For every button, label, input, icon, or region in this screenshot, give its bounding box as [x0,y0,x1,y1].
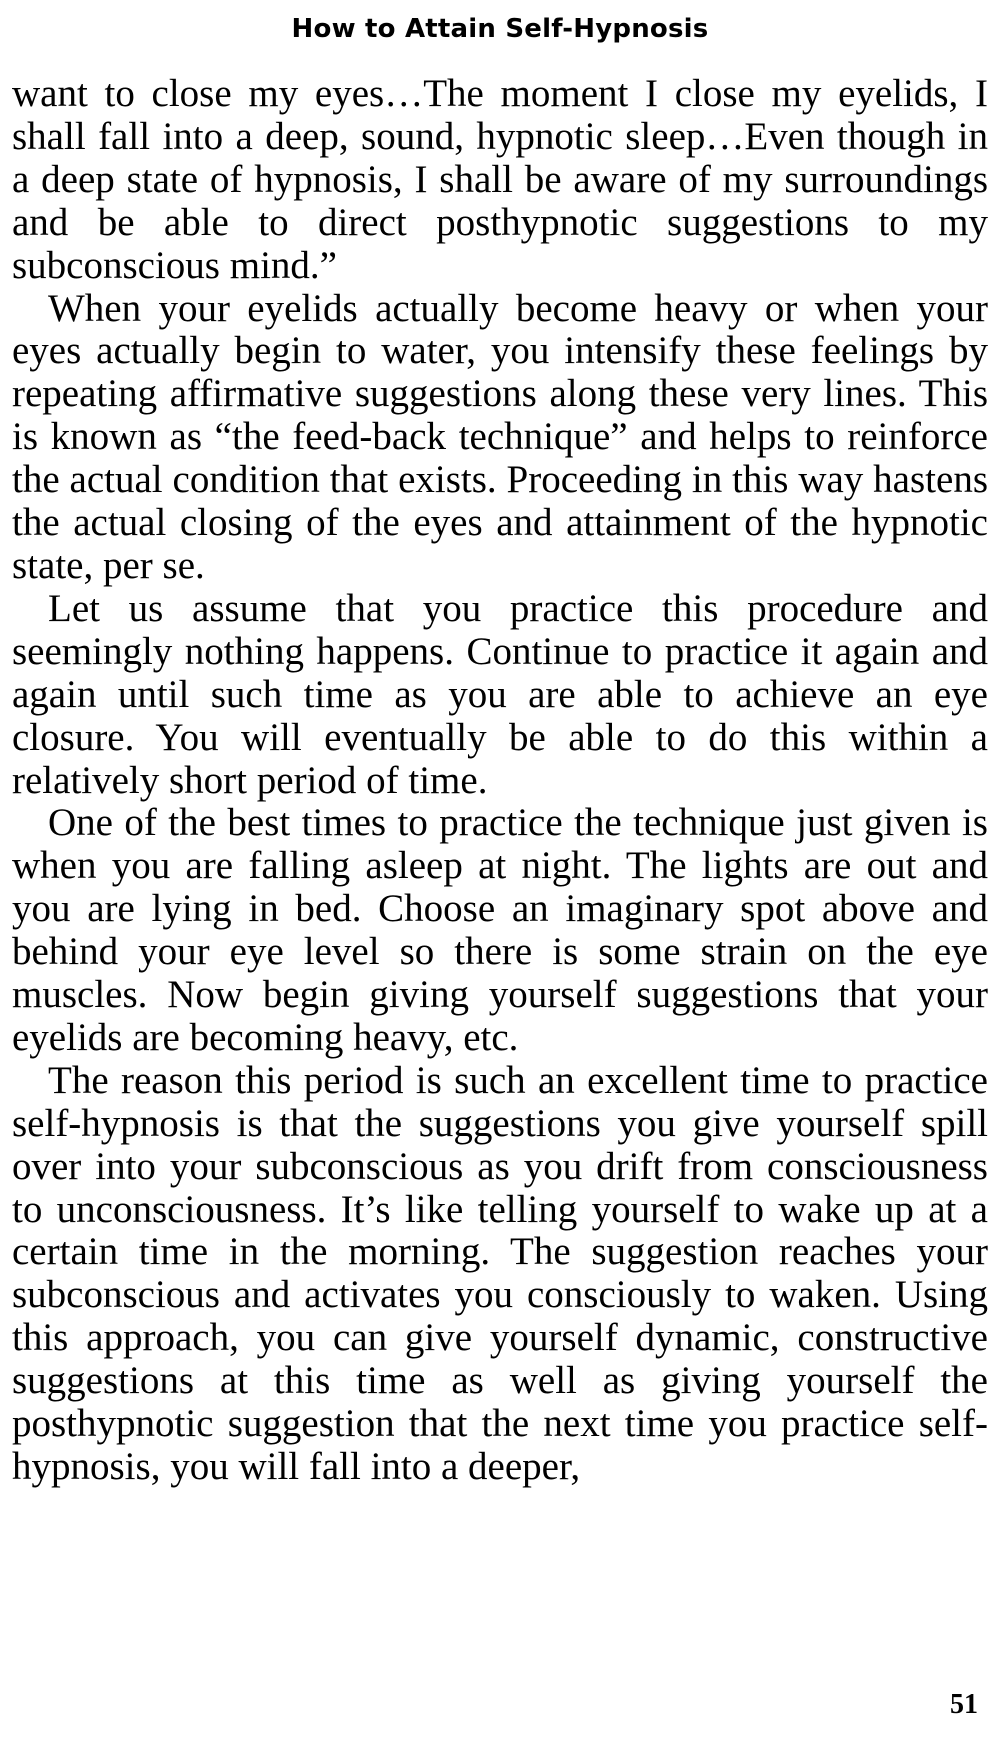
paragraph: When your eyelids actually become heavy or when your eyes actually begin to water, you intensify these feelings by repeating affirmative suggestions along these very lines. This is known as “the feed-back technique” and helps to reinforce the actual condition that exists. Proceeding in this way hastens the actual closing of the eyes and attainment of the hypnotic state, per se. [12,286,988,587]
paragraph: One of the best times to practice the technique just given is when you are falling asleep at night. The lights are out and you are lying in bed. Choose an imaginary spot above and behind your eye level so there is some strain on the eye muscles. Now begin giving yourself suggestions that your eyelids are becoming heavy, etc. [12,801,988,1059]
body-text [12,73,988,1489]
paragraph: Let us assume that you practice this procedure and seemingly nothing happens. Continue to practice it again and again until such time as you are able to achieve an eye closure. You will eventually be able to do this within a relatively short period of time. [12,586,988,802]
paragraph-continued: want to close my eyes…The moment I close my eyelids, I shall fall into a deep, sound, hypnotic sleep…Even though in a deep state of hypnosis, I shall be aware of my surroundings and be able to direct posthypnotic suggestions to my subconscious mind.” [12,72,988,287]
running-head: How to Attain Self-Hypnosis [291,14,709,44]
paragraph: The reason this period is such an excellent time to practice self-hypnosis is that the suggestions you give yourself spill over into your subconscious as you drift from consciousness to unconsciousness. It’s like telling yourself to wake up at a certain time in the morning. The suggestion reaches your subconscious and activates you consciously to waken. Using this approach, you can give yourself dynamic, constructive suggestions at this time as well as giving yourself the posthypnotic suggestion that the next time you practice self-hypnosis, you will fall into a deeper, [12,1058,988,1488]
page-number: 51 [950,1689,978,1720]
